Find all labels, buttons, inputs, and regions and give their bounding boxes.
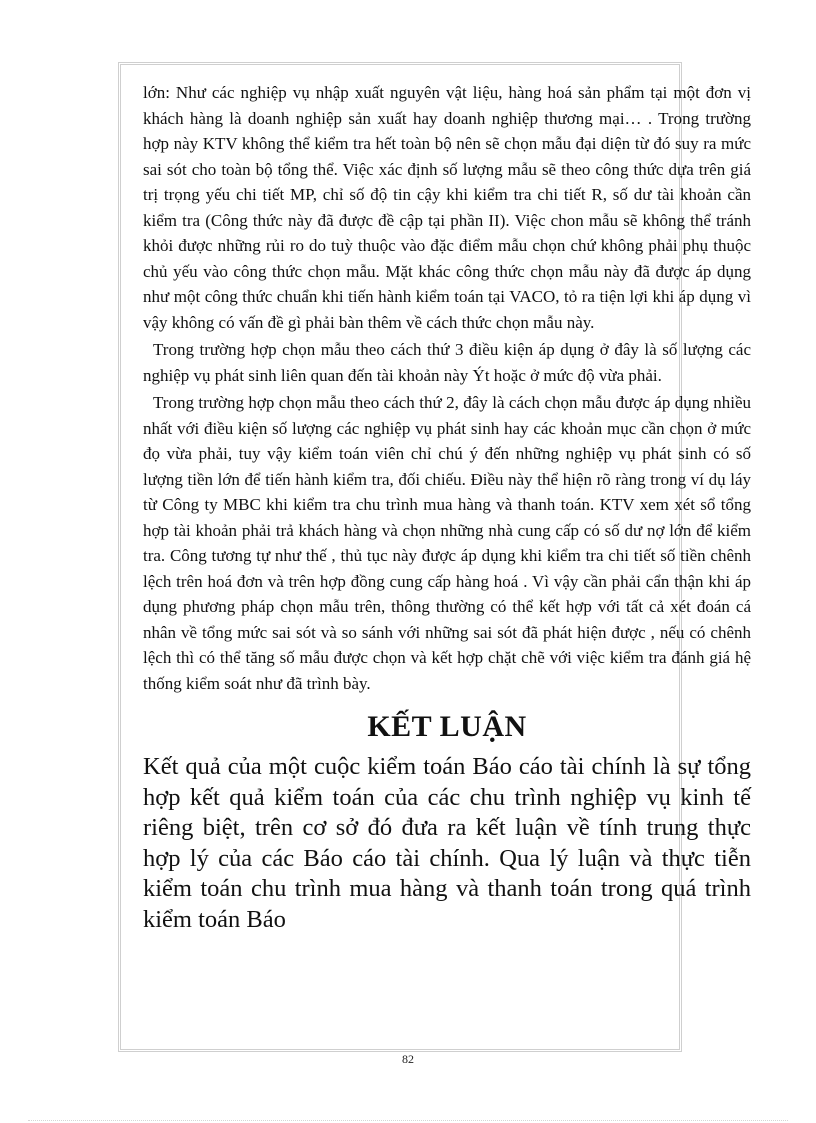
- document-body: [143, 80, 751, 935]
- paragraph-3: Trong trường hợp chọn mẫu theo cách thứ 2, đây là cách chọn mẫu được áp dụng nhiều nhất với điều kiện số lượng các nghiệp vụ phát sinh hay các khoản mục cần chọn ở mức đọ vừa phải, tuy vậy kiểm toán viên chỉ chú ý đến những nghiệp vụ phát sinh có số lượng tiền lớn để tiến hành kiểm tra, đối chiếu. Điều này thể hiện rõ ràng trong ví dụ láy từ Công ty MBC khi kiểm tra chu trình mua hàng và thanh toán. KTV xem xét sổ tổng hợp tài khoản phải trả khách hàng và chọn những nhà cung cấp có số dư nợ lớn để kiểm tra. Công tương tự như thế , thủ tục này được áp dụng khi kiểm tra chi tiết số tiền chênh lệch trên hoá đơn và trên hợp đồng cung cấp hàng hoá . Vì vậy cần phải cẩn thận khi áp dụng phương pháp chọn mẫu trên, thông thường có thể kết hợp với tất cả xét đoán cá nhân về tổng mức sai sót và so sánh với những sai sót đã phát hiện được , nếu có chênh lệch thì có thể tăng số mẫu được chọn và kết hợp chặt chẽ với việc kiểm tra đánh giá hệ thống kiểm soát như đã trình bày.: [143, 393, 751, 693]
- paragraph-1: lớn: Như các nghiệp vụ nhập xuất nguyên vật liệu, hàng hoá sản phẩm tại một đơn vị khách hàng là doanh nghiệp sản xuất hay doanh nghiệp thương mại… . Trong trường hợp này KTV không thể kiểm tra hết toàn bộ nên sẽ chọn mẫu đại diện từ đó suy ra mức sai sót cho toàn bộ tổng thể. Việc xác định số lượng mẫu sẽ theo công thức dựa trên giá trị trọng yếu chi tiết MP, chỉ số độ tin cậy khi kiểm tra chi tiết R, số dư tài khoản cần kiểm tra (Công thức này đã được đề cập tại phần II). Việc chon mẫu sẽ không thể tránh khỏi được những rủi ro do tuỳ thuộc vào đặc điểm mẫu chọn chứ không phải phụ thuộc chủ yếu vào công thức chọn mẫu. Mặt khác công thức chọn mẫu này đã được áp dụng như một công thức chuẩn khi tiến hành kiểm toán tại VACO, tỏ ra tiện lợi khi áp dụng vì vậy không có vấn đề gì phải bàn thêm về cách thức chọn mẫu này.: [143, 83, 751, 332]
- page-bottom-divider: [28, 1120, 788, 1121]
- conclusion-paragraph: Kết quả của một cuộc kiểm toán Báo cáo tài chính là sự tổng hợp kết quả kiểm toán của các chu trình nghiệp vụ kinh tế riêng biệt, trên cơ sở đó đưa ra kết luận về tính trung thực hợp lý của các Báo cáo tài chính. Qua lý luận và thực tiễn kiểm toán chu trình mua hàng và thanh toán trong quá trình kiểm toán Báo: [143, 753, 751, 933]
- page-number: 82: [402, 1052, 414, 1066]
- paragraph-2: Trong trường hợp chọn mẫu theo cách thứ 3 điều kiện áp dụng ở đây là số lượng các nghiệp vụ phát sinh liên quan đến tài khoản này Ýt hoặc ở mức độ vừa phải.: [143, 340, 751, 385]
- section-heading: KẾT LUẬN: [367, 710, 527, 743]
